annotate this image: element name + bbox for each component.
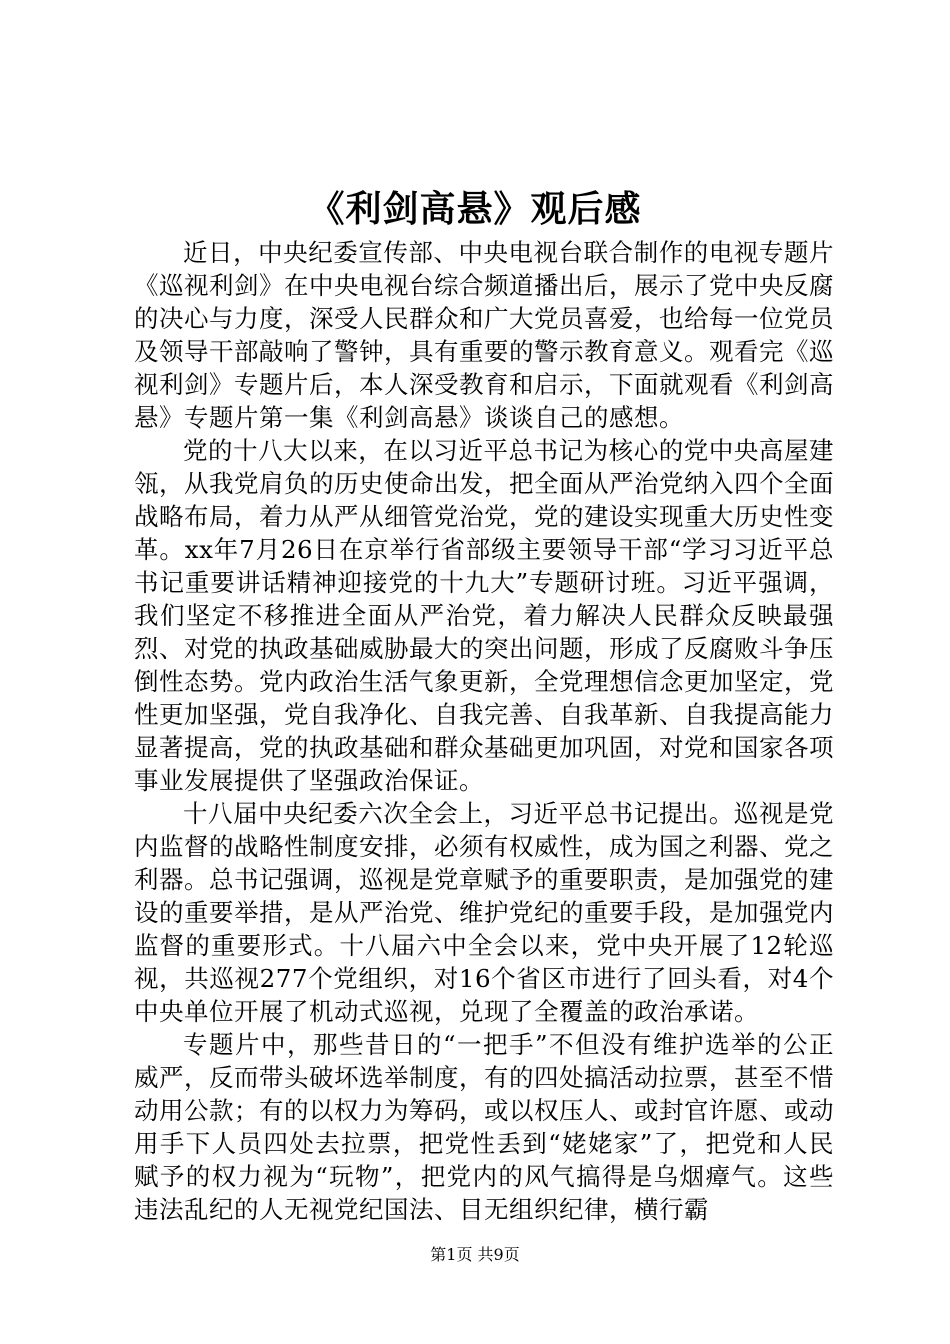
paragraph-1: 近日，中央纪委宣传部、中央电视台联合制作的电视专题片《巡视利剑》在中央电视台综合频道播出后，展示了党中央反腐的决心与力度，深受人民群众和广大党员喜爱，也给每一位党员及领导干部敲响了警钟，具有重要的警示教育意义。观看完《巡视利剑》专题片后，本人深受教育和启示，下面就观看《利剑高悬》专题片第一集《利剑高悬》谈谈自己的感想。: [134, 238, 834, 432]
paragraph-3: 十八届中央纪委六次全会上，习近平总书记提出。巡视是党内监督的战略性制度安排，必须有权威性，成为国之利器、党之利器。总书记强调，巡视是党章赋予的重要职责，是加强党的建设的重要举措，是从严治党、维护党纪的重要手段，是加强党内监督的重要形式。十八届六中全会以来，党中央开展了12轮巡视，共巡视277个党组织，对16个省区市进行了回头看，对4个中央单位开展了机动式巡视，兑现了全覆盖的政治承诺。: [134, 799, 834, 1026]
paragraph-2: 党的十八大以来，在以习近平总书记为核心的党中央高屋建瓴，从我党肩负的历史使命出发，把全面从严治党纳入四个全面战略布局，着力从严从细管党治党，党的建设实现重大历史性变革。xx年7月26日在京举行省部级主要领导干部“学习习近平总书记重要讲话精神迎接党的十九大”专题研讨班。习近平强调，我们坚定不移推进全面从严治党，着力解决人民群众反映最强烈、对党的执政基础威胁最大的突出问题，形成了反腐败斗争压倒性态势。党内政治生活气象更新，全党理想信念更加坚定，党性更加坚强，党自我净化、自我完善、自我革新、自我提高能力显著提高，党的执政基础和群众基础更加巩固，对党和国家各项事业发展提供了坚强政治保证。: [134, 436, 834, 795]
paragraph-4: 专题片中，那些昔日的“一把手”不但没有维护选举的公正威严，反而带头破坏选举制度，有的四处搞活动拉票，甚至不惜动用公款；有的以权力为筹码，或以权压人、或封官许愿、或动用手下人员四处去拉票，把党性丢到“姥姥家”了，把党和人民赋予的权力视为“玩物”，把党内的风气搞得是乌烟瘴气。这些违法乱纪的人无视党纪国法、目无组织纪律，横行霸: [134, 1030, 834, 1224]
page-footer: [0, 1245, 950, 1265]
document-body: [134, 236, 834, 1226]
document-title: 《利剑高悬》观后感: [308, 188, 642, 230]
page-indicator: 第1页 共9页: [430, 1245, 520, 1264]
